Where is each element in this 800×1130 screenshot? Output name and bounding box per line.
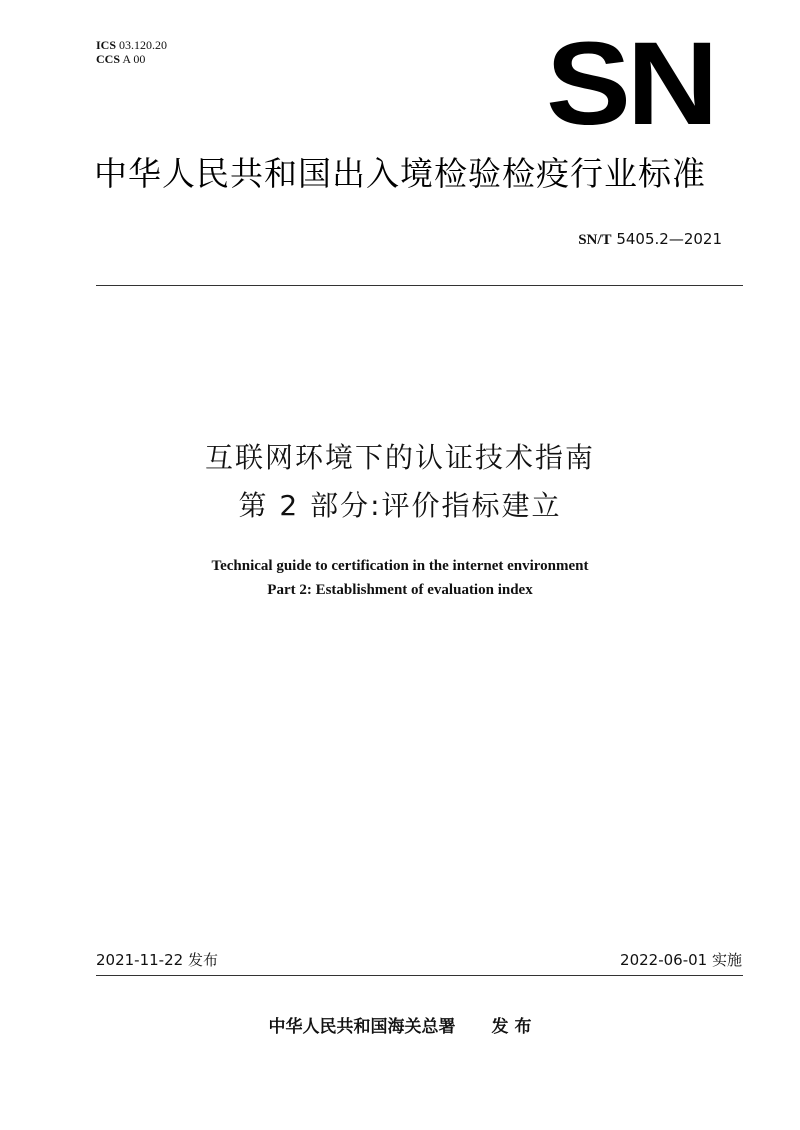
chinese-title-line-1: 互联网环境下的认证技术指南: [204, 441, 595, 474]
chinese-title-line-2: 第 2 部分:评价指标建立: [238, 489, 562, 522]
ccs-label: CCS: [96, 52, 121, 66]
english-title-line-2: Part 2: Establishment of evaluation index: [267, 582, 533, 598]
issuer-line: [0, 1016, 800, 1038]
ics-label: ICS: [96, 38, 117, 52]
sn-logo: SN: [546, 18, 715, 150]
standard-number: [578, 230, 722, 249]
implementation-date: 2022-06-01 实施: [620, 951, 742, 969]
issue-date: 2021-11-22 发布: [96, 951, 218, 969]
industry-standard-title: 中华人民共和国出入境检验检疫行业标准: [94, 154, 706, 193]
bottom-divider: [96, 975, 743, 976]
issuer-name: 中华人民共和国海关总署: [268, 1017, 456, 1037]
english-title-line-1: Technical guide to certification in the internet environment: [211, 558, 589, 574]
standard-number-value: 5405.2—2021: [616, 230, 722, 248]
ics-value: 03.120.20: [119, 38, 168, 52]
ccs-value: A 00: [122, 52, 146, 66]
ics-classification: [96, 38, 167, 52]
top-divider: [96, 285, 743, 286]
standard-number-prefix: SN/T: [578, 232, 612, 248]
ccs-classification: [96, 52, 145, 66]
issuer-action: 发 布: [491, 1017, 532, 1037]
